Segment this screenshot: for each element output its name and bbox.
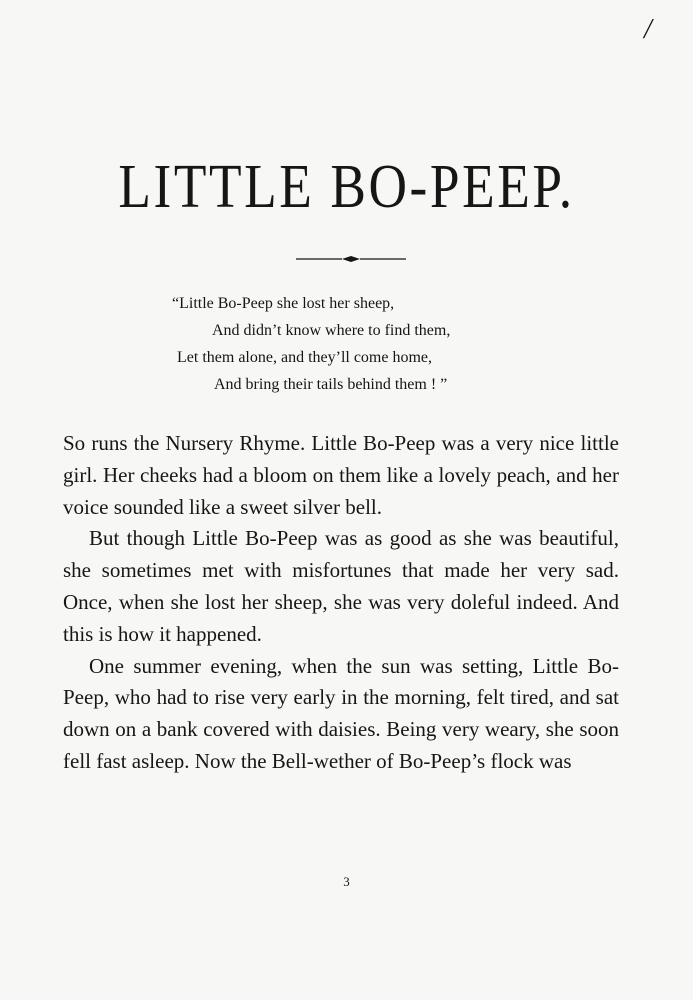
page-corner-mark: / xyxy=(644,14,652,45)
page-title: LITTLE BO-PEEP. xyxy=(118,153,575,221)
title-ornament xyxy=(296,254,406,264)
paragraph: One summer evening, when the sun was setting, Little Bo-Peep, who had to rise very early in the morning, felt tired, and sat down on a bank covered with daisies. Being very weary, she soon fell fast asleep. Now the Bell-wether of Bo-Peep’s flock was xyxy=(63,653,619,773)
story-text xyxy=(63,428,619,778)
paragraph: But though Little Bo-Peep was as good as she was beautiful, she sometimes met with misfortunes that made her very sad. Once, when she lost her sheep, she was very doleful indeed. And this is how it happened. xyxy=(63,526,619,646)
rhyme-line: And didn’t know where to find them, xyxy=(212,322,451,339)
paragraph: So runs the Nursery Rhyme. Little Bo-Peep was a very nice little girl. Her cheeks had a bloom on them like a lovely peach, and her voice sounded like a sweet silver bell. xyxy=(63,431,619,519)
rhyme-line: And bring their tails behind them ! ” xyxy=(214,376,448,393)
page-number: 3 xyxy=(343,874,350,889)
rhyme-line: “Little Bo-Peep she lost her sheep, xyxy=(172,295,395,312)
rhyme-line: Let them alone, and they’ll come home, xyxy=(177,349,433,366)
